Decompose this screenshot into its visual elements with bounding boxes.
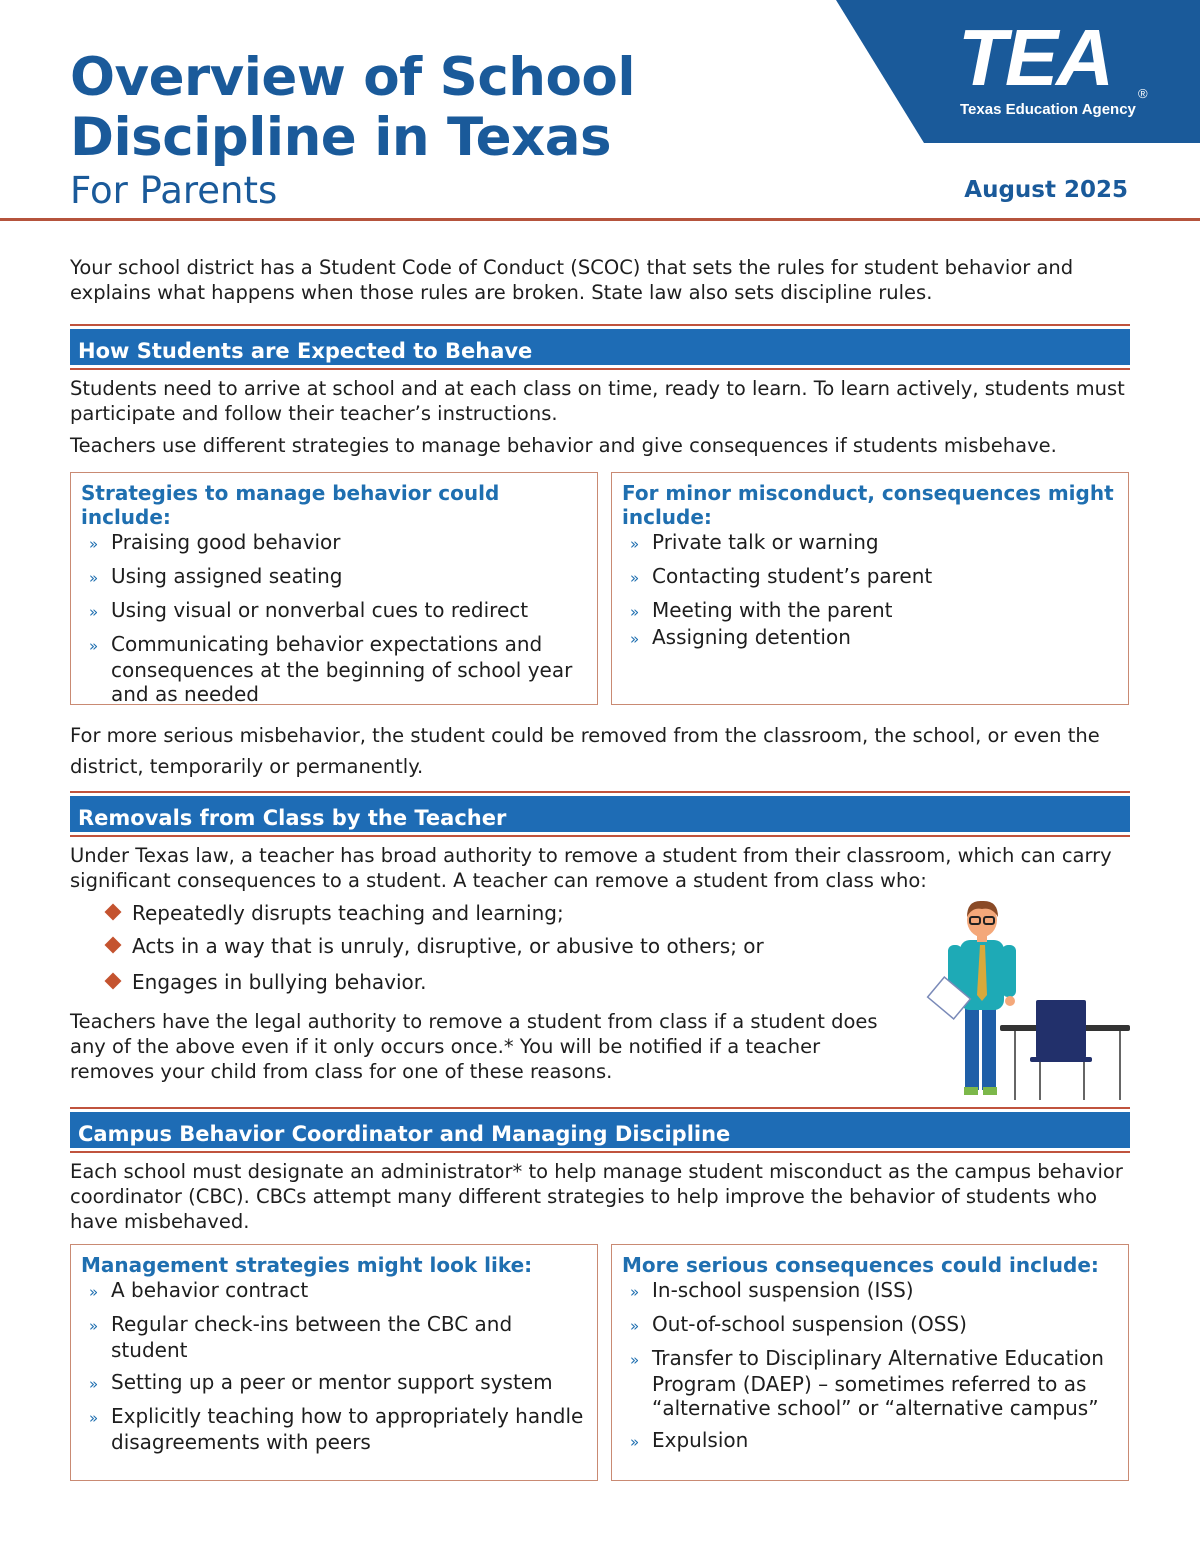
section-heading-cbc (70, 1107, 1130, 1153)
diamond-bullet-icon (105, 904, 122, 921)
chevron-bullet-icon: » (630, 630, 640, 648)
chevron-bullet-icon: » (630, 1317, 640, 1335)
page-subtitle: For Parents (70, 169, 278, 212)
section-heading-text: How Students are Expected to Behave (70, 329, 1130, 365)
removal-reasons-list (104, 901, 764, 1003)
list-item: » Private talk or warning (630, 530, 879, 554)
list-item: » Meeting with the parent (630, 598, 893, 622)
chevron-bullet-icon: » (630, 1433, 640, 1451)
section-2-paragraph: Under Texas law, a teacher has broad authority to remove a student from their classroom, which can carry significant consequences to a student. A teacher can remove a student from class who: (70, 844, 1112, 892)
page-title (70, 48, 635, 168)
agency-name: Texas Education Agency (960, 101, 1136, 118)
teacher-with-desk-illustration (920, 895, 1135, 1105)
chevron-bullet-icon: » (89, 1409, 99, 1427)
chevron-bullet-icon: » (630, 569, 640, 587)
list-item: » Contacting student’s parent (630, 564, 933, 588)
list-item: » Using visual or nonverbal cues to redirect (89, 598, 529, 622)
registered-mark: ® (1138, 86, 1148, 101)
list-item: » Out-of-school suspension (OSS) (630, 1312, 967, 1336)
list-item: » Expulsion (630, 1428, 749, 1452)
section-1-paragraph-1: Students need to arrive at school and at each class on time, ready to learn. To learn actively, students must participate and follow their teacher’s instructions. (70, 377, 1125, 425)
box-title: Strategies to manage behavior could include: (81, 481, 500, 529)
list-item: » Setting up a peer or mentor support system (89, 1370, 553, 1394)
list-item: Acts in a way that is unruly, disruptive, or abusive to others; or (104, 934, 764, 958)
chevron-bullet-icon: » (89, 1283, 99, 1301)
strategies-box (70, 472, 598, 705)
title-line-2: Discipline in Texas (70, 107, 612, 168)
list-item: Repeatedly disrupts teaching and learning; (104, 901, 764, 925)
chevron-bullet-icon: » (89, 603, 99, 621)
chevron-bullet-icon: » (630, 1283, 640, 1301)
strategies-list (81, 530, 587, 706)
consequences-list (622, 530, 1118, 651)
section-1-paragraph-2: Teachers use different strategies to manage behavior and give consequences if students misbehave. (70, 434, 1057, 457)
header-divider (0, 218, 1200, 221)
section-1-closing: For more serious misbehavior, the student could be removed from the classroom, the school, or even the district, temporarily or permanently. (70, 724, 1100, 778)
box-title: Management strategies might look like: (81, 1253, 533, 1277)
section-heading-text: Removals from Class by the Teacher (70, 796, 1130, 832)
chevron-bullet-icon: » (630, 535, 640, 553)
chevron-bullet-icon: » (630, 1351, 640, 1369)
list-item: » Using assigned seating (89, 564, 343, 588)
list-item: » Regular check-ins between the CBC and student (89, 1312, 513, 1362)
section-heading-removals (70, 791, 1130, 837)
list-item: » A behavior contract (89, 1278, 309, 1302)
chevron-bullet-icon: » (89, 637, 99, 655)
diamond-bullet-icon (105, 937, 122, 954)
list-item: Engages in bullying behavior. (104, 970, 764, 994)
section-heading-text: Campus Behavior Coordinator and Managing Discipline (70, 1112, 1130, 1148)
chevron-bullet-icon: » (89, 1375, 99, 1393)
list-item: » Transfer to Disciplinary Alternative Education Program (DAEP) – sometimes referred to as “alternative school” or “alternative campus” (630, 1346, 1104, 1420)
list-item: » In-school suspension (ISS) (630, 1278, 914, 1302)
serious-consequences-box (611, 1244, 1129, 1481)
box-title: For minor misconduct, consequences might include: (622, 481, 1114, 529)
chevron-bullet-icon: » (89, 569, 99, 587)
chevron-bullet-icon: » (630, 603, 640, 621)
management-strategies-box (70, 1244, 598, 1481)
intro-paragraph: Your school district has a Student Code of Conduct (SCOC) that sets the rules for student behavior and explains what happens when those rules are broken. State law also sets discipline rules. (70, 256, 1074, 304)
tea-logo-mark: TEA (958, 13, 1112, 102)
section-heading-expected-behavior (70, 324, 1130, 370)
chevron-bullet-icon: » (89, 535, 99, 553)
chevron-bullet-icon: » (89, 1317, 99, 1335)
diamond-bullet-icon (105, 973, 122, 990)
box-title: More serious consequences could include: (622, 1253, 1099, 1277)
list-item: » Assigning detention (630, 625, 851, 649)
section-2-closing: Teachers have the legal authority to remove a student from class if a student does any of the above even if it only occurs once.* You will be notified if a teacher removes your child from class for one of these reasons. (70, 1010, 878, 1083)
list-item: » Praising good behavior (89, 530, 341, 554)
title-line-1: Overview of School (70, 47, 635, 108)
management-strategies-list (81, 1278, 587, 1454)
serious-consequences-list (622, 1278, 1118, 1454)
section-3-paragraph: Each school must designate an administrator* to help manage student misconduct as the campus behavior coordinator (CBC). CBCs attempt many different strategies to help improve the behavior of students who have misbehaved. (70, 1160, 1123, 1233)
list-item: » Communicating behavior expectations and consequences at the beginning of school year and as needed (89, 632, 573, 706)
list-item: » Explicitly teaching how to appropriately handle disagreements with peers (89, 1404, 584, 1454)
minor-misconduct-box (611, 472, 1129, 705)
publication-date: August 2025 (964, 177, 1128, 203)
